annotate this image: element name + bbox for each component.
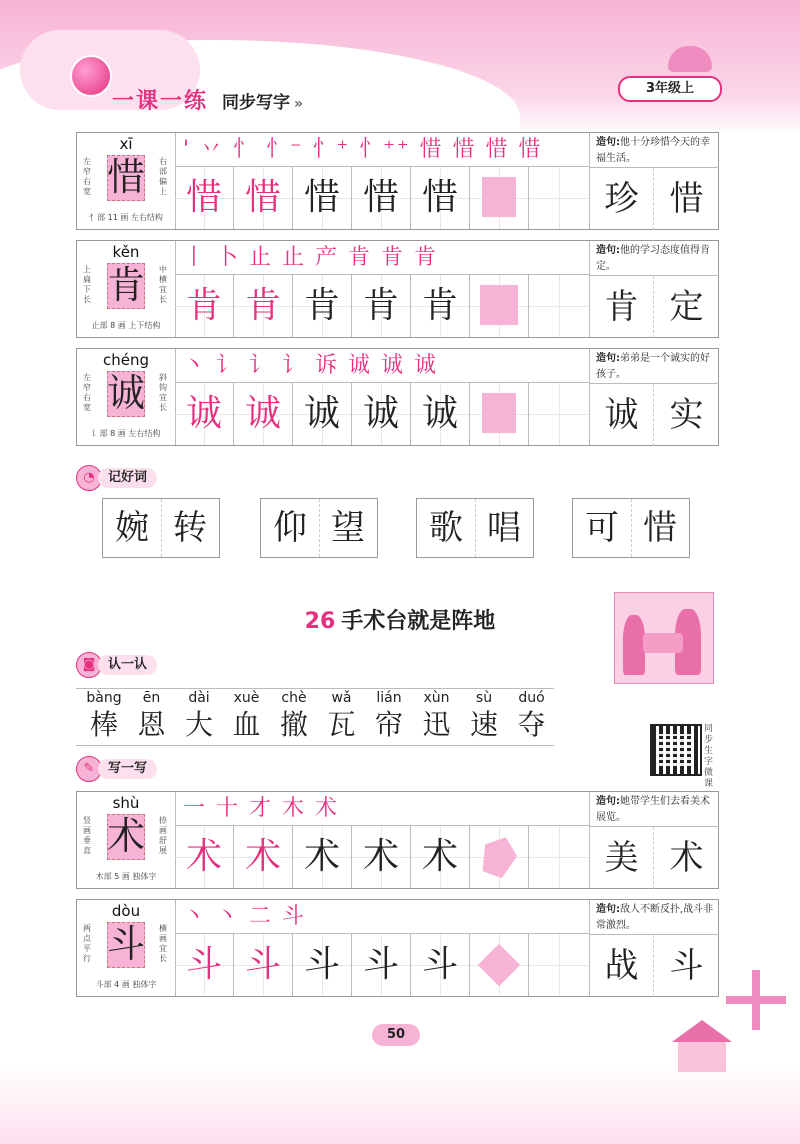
example-sentence: 造句:她带学生们去看美术展览。 [596,796,710,823]
illustration-table [643,633,683,653]
char-info [77,133,176,229]
illustration-figure [623,615,645,675]
word-char: 术 [669,838,704,878]
good-word-char: 望 [331,508,365,548]
word-cells [590,275,719,338]
practice-cell-trace[interactable]: 诚 [234,383,293,445]
char-pinyin: kěn [112,243,140,261]
word-char: 战 [590,935,654,997]
char-radical-info: 讠部 8 画 左右结构 [91,429,161,438]
recognize-pinyin: chè [281,690,307,706]
house-icon [672,1020,782,1070]
section-label: 记好词 [98,468,157,488]
practice-cell-blank[interactable] [529,826,589,888]
recognize-char: 帘 [374,708,403,741]
recognize-pinyin: dài [188,690,210,706]
section-write [76,756,196,782]
practice-cell-blank[interactable] [470,934,529,996]
mascot-icon [70,55,112,97]
word-cells [590,826,719,889]
practice-cell[interactable]: 诚 [293,383,352,445]
practice-cell[interactable]: 肯 [411,275,470,337]
char-practice-box [76,132,719,230]
char-pinyin: xī [119,135,133,153]
recognize-item [460,689,508,743]
word-cells [590,934,719,997]
recognize-char: 血 [232,708,261,741]
recognize-char: 迅 [422,708,451,741]
sentence-column [589,792,719,888]
good-word-char: 婉 [103,499,162,557]
example-sentence: 造句:他的学习态度值得肯定。 [596,245,710,272]
practice-row [175,383,589,445]
char-model: 诚 [106,371,145,415]
recognize-item [413,689,461,743]
recognize-item [270,689,318,743]
writing-tip-left: 竖画垂直 [83,816,91,855]
good-word-char: 仰 [261,499,320,557]
char-radical-info: 斗部 4 画 独体字 [95,980,157,989]
char-model: 术 [106,814,145,858]
good-word [572,498,690,558]
practice-cell[interactable]: 斗 [293,934,352,996]
char-practice-box [76,791,719,889]
bell-icon: ◔ [76,465,102,491]
word-char: 斗 [669,946,704,986]
writing-tip-right: 捺画舒展 [159,816,167,855]
writing-tip-left: 左窄右宽 [83,373,91,412]
shape-hint [482,393,516,433]
example-sentence: 造句:他十分珍惜今天的幸福生活。 [596,137,710,164]
practice-cell[interactable]: 术 [352,826,411,888]
recognize-char: 夺 [517,708,546,741]
practice-row [175,934,589,996]
stroke-order: 一 十 才 木 术 [175,792,589,826]
section-label: 认一认 [98,655,157,675]
page-number: 50 [372,1024,420,1046]
qr-code-icon[interactable] [650,724,702,776]
sentence-column [589,241,719,337]
practice-cell-blank[interactable] [529,275,589,337]
section-recognize [76,652,196,678]
stroke-order: 丨 卜 止 止 产 肯 肯 肯 [175,241,589,275]
chevron-right-icon: » [294,96,304,112]
char-pinyin: chéng [102,351,149,369]
recognize-row [76,688,554,746]
practice-cell-trace[interactable]: 斗 [175,934,234,996]
lesson-illustration [614,592,714,684]
recognize-item [80,689,128,743]
writing-tip-right: 斜钩宜长 [159,373,167,412]
practice-row [175,275,589,337]
char-radical-info: 忄部 11 画 左右结构 [89,213,163,222]
bag-icon: ◙ [76,652,102,678]
shape-hint [482,177,516,217]
stroke-order: 丶 丶 二 斗 [175,900,589,934]
recognize-pinyin: xùn [423,690,450,706]
practice-cell[interactable]: 惜 [352,167,411,229]
practice-cell-trace[interactable]: 术 [234,826,293,888]
word-cells [590,383,719,446]
char-radical-info: 止部 8 画 上下结构 [91,321,161,330]
recognize-char: 恩 [137,708,166,741]
good-word-char: 歌 [417,499,476,557]
writing-tip-left: 左窄右宽 [83,157,91,196]
practice-cell[interactable]: 惜 [293,167,352,229]
recognize-pinyin: duó [518,690,545,706]
writing-tip-left: 两点平行 [83,924,91,963]
char-info [77,349,176,445]
recognize-item [175,689,223,743]
good-word-char: 惜 [643,508,677,548]
char-info [77,900,176,996]
practice-cell[interactable]: 肯 [293,275,352,337]
sentence-column [589,349,719,445]
char-model: 惜 [106,155,145,199]
practice-row [175,167,589,229]
qr-label: 同步生字微课 [704,724,714,789]
recognize-item [128,689,176,743]
word-char: 美 [590,827,654,889]
practice-cell-trace[interactable]: 肯 [234,275,293,337]
practice-cell-blank[interactable] [529,383,589,445]
writing-tip-right: 横画宜长 [159,924,167,963]
char-model: 肯 [106,263,145,307]
recognize-pinyin: sù [475,690,493,706]
writing-tip-right: 右部偏上 [159,157,167,196]
word-char: 定 [669,287,704,327]
recognize-pinyin: ēn [142,690,161,706]
practice-cell[interactable]: 诚 [352,383,411,445]
good-word [416,498,534,558]
footer-band [0,1064,800,1144]
section-label: 写一写 [98,759,157,779]
practice-cell-trace[interactable]: 术 [175,826,234,888]
grade-badge: 3年级上 [618,76,722,102]
recognize-pinyin: xuè [233,690,260,706]
example-sentence: 造句:弟弟是一个诚实的好孩子。 [596,353,710,380]
word-char: 诚 [590,384,654,446]
writing-tip-right: 中横宜长 [159,265,167,304]
practice-cell-blank[interactable] [470,167,529,229]
shape-hint [480,285,518,325]
char-model: 斗 [106,922,145,966]
good-word-char: 转 [173,508,207,548]
practice-cell[interactable]: 斗 [352,934,411,996]
recognize-char: 速 [469,708,498,741]
practice-cell[interactable]: 术 [411,826,470,888]
recognize-char: 棒 [89,708,118,741]
good-word-char: 可 [573,499,632,557]
example-sentence: 造句:敌人不断反扑,战斗非常激烈。 [596,904,714,931]
stroke-order: 丶 讠 讠 讠 诉 诚 诚 诚 [175,349,589,383]
recognize-pinyin: lián [376,690,402,706]
practice-cell[interactable]: 肯 [352,275,411,337]
writing-tip-left: 上扁下长 [83,265,91,304]
word-char: 实 [669,395,704,435]
practice-cell-trace[interactable]: 惜 [175,167,234,229]
good-word [260,498,378,558]
practice-cell-blank[interactable] [529,167,589,229]
practice-cell-trace[interactable]: 诚 [175,383,234,445]
recognize-pinyin: wǎ [331,690,352,706]
recognize-item [508,689,556,743]
practice-cell[interactable]: 斗 [411,934,470,996]
book-subtitle: 同步写字 » [222,93,304,113]
recognize-char: 大 [184,708,213,741]
char-radical-info: 木部 5 画 独体字 [95,872,157,881]
word-char: 珍 [590,168,654,230]
lesson-title: 26 手术台就是阵地 [304,609,496,634]
book-title: 一课一练 [112,89,209,114]
practice-cell-trace[interactable]: 肯 [175,275,234,337]
practice-cell-blank[interactable] [470,275,529,337]
word-char: 惜 [669,179,704,219]
char-pinyin: shù [112,794,140,812]
practice-cell[interactable]: 诚 [411,383,470,445]
word-cells [590,167,719,230]
char-practice-box [76,240,719,338]
recognize-item [365,689,413,743]
pencil-icon: ✎ [76,756,102,782]
shape-hint [478,944,520,986]
sentence-column [589,900,719,996]
practice-cell-trace[interactable]: 惜 [234,167,293,229]
char-practice-box [76,899,719,997]
practice-cell[interactable]: 惜 [411,167,470,229]
recognize-char: 撤 [279,708,308,741]
practice-cell-blank[interactable] [529,934,589,996]
word-char: 肯 [590,276,654,338]
char-info [77,792,176,888]
practice-cell-trace[interactable]: 斗 [234,934,293,996]
char-pinyin: dòu [111,902,141,920]
char-practice-box [76,348,719,446]
stroke-order: ' 丷 忄 忄⁻ 忄⁺ 忄⁺⁺ 惜 惜 惜 惜 [175,133,589,167]
section-good-words [76,465,196,491]
char-info [77,241,176,337]
recognize-char: 瓦 [327,708,356,741]
sentence-column [589,133,719,229]
recognize-item [223,689,271,743]
good-word-char: 唱 [487,508,521,548]
practice-row [175,826,589,888]
practice-cell-blank[interactable] [470,826,529,888]
good-word [102,498,220,558]
practice-cell[interactable]: 术 [293,826,352,888]
recognize-item [318,689,366,743]
practice-cell-blank[interactable] [470,383,529,445]
recognize-pinyin: bàng [86,690,122,706]
shape-hint [476,831,522,880]
